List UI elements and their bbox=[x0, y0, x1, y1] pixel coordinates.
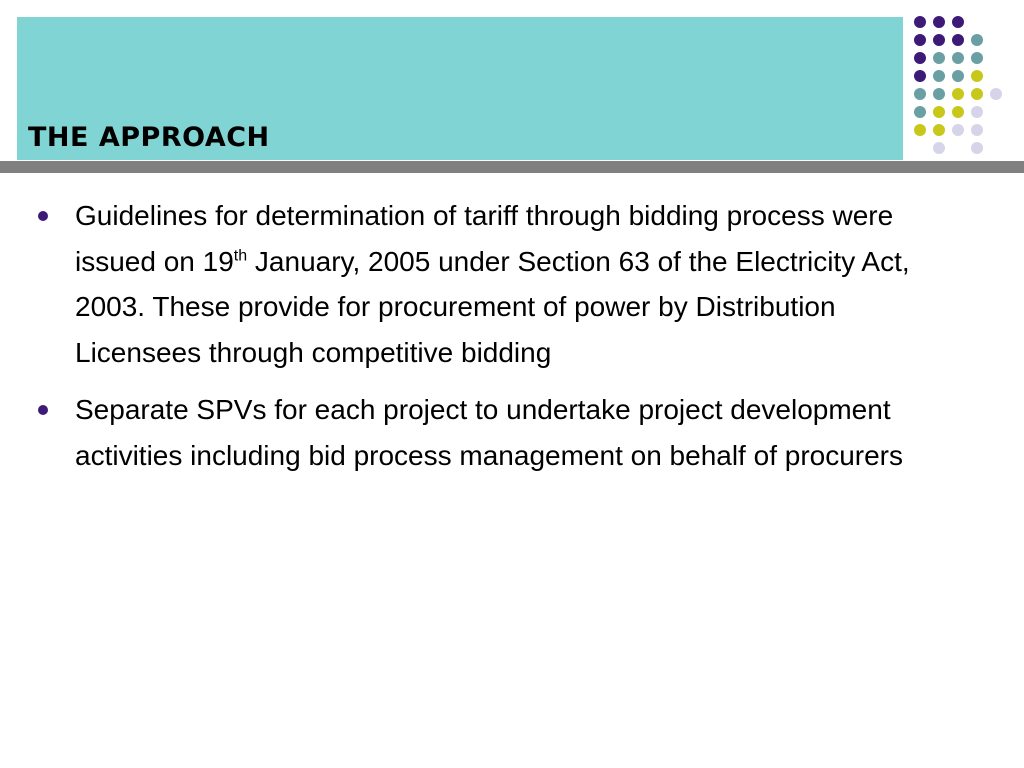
ordinal-superscript: th bbox=[233, 247, 248, 265]
list-item bbox=[34, 193, 964, 375]
title-divider bbox=[0, 161, 1024, 173]
bullet-text: Separate SPVs for each project to undertake project development activities including bid process management on behalf of procurers bbox=[75, 394, 904, 471]
bullet-list bbox=[34, 193, 964, 490]
dot-grid-icon bbox=[0, 0, 1024, 160]
slide-title: THE APPROACH bbox=[28, 122, 270, 153]
list-item bbox=[34, 387, 964, 478]
bullet-icon bbox=[38, 211, 48, 221]
bullet-text-part: January, 2005 under Section 63 of the Electricity Act, 2003. These provide for procurement of power by Distribution Licensees through competitive bidding bbox=[75, 245, 910, 368]
bullet-icon bbox=[38, 405, 48, 415]
bullet-text-part: Guidelines for determination of tariff through bidding process were issued on 19 bbox=[75, 200, 894, 277]
